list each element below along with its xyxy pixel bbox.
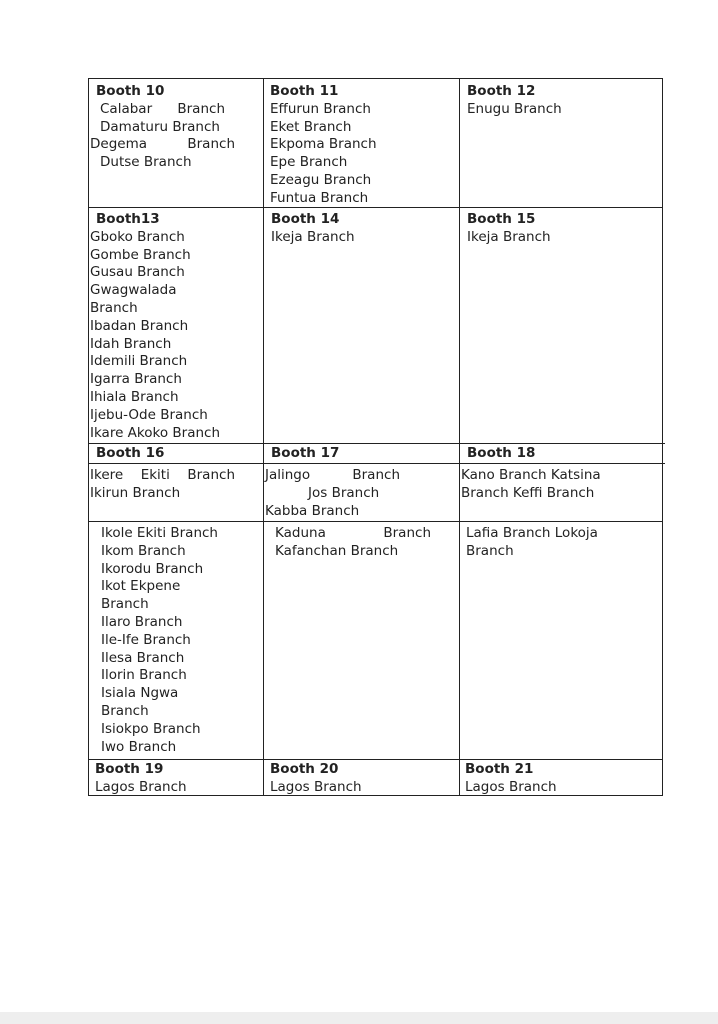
branch: Branch [187,136,235,153]
booth-18-cell [461,467,601,503]
branch: Branch [352,467,400,483]
branch: Lafia Branch Lokoja [466,525,598,541]
booth-title: Booth13 [96,211,160,227]
branch: Gwagwalada [90,282,177,299]
booth-19-cell [95,761,187,797]
branch: Lagos Branch [95,778,187,795]
table-border [88,78,663,79]
branch: Ile-Ife Branch [101,631,191,648]
branch: Effurun Branch [270,100,371,117]
branch: Ilaro Branch [101,613,183,630]
branch: Ekiti [140,467,170,483]
booth-15-cell [467,211,551,247]
booth-12-cell [467,83,562,119]
booth-11-cell [270,83,377,208]
branch: Funtua Branch [270,189,369,206]
branch: Ekpoma Branch [270,136,377,153]
branch: Igarra Branch [90,371,182,388]
branch: Branch [187,467,235,483]
table-border [662,78,663,795]
branch: Ikeja Branch [467,228,551,245]
bottom-page-edge [0,1012,718,1024]
branch: Branch Keffi Branch [461,484,595,501]
table-border [263,78,264,795]
booth-10-cell [90,83,236,172]
branch: Eket Branch [270,118,352,135]
branch: Ikorodu Branch [101,560,204,577]
branch: Jalingo [265,467,311,483]
branch: Branch [466,542,514,559]
booth-title: Booth 18 [467,445,536,461]
booth-title: Booth 20 [270,761,339,777]
branch: Kaduna [275,525,326,541]
branch: Epe Branch [270,154,348,171]
branch: Ezeagu Branch [270,171,372,188]
branch: Isiokpo Branch [101,720,201,737]
branch: Ilesa Branch [101,649,185,666]
booth-14-cell [271,211,355,247]
branch: Iwo Branch [101,738,177,755]
branch: Branch [101,596,149,613]
booth-16-cell [90,467,235,503]
booth-title: Booth 21 [465,761,534,777]
branch: Ibadan Branch [90,317,189,334]
table-border [88,463,665,464]
branch: Ikeja Branch [271,228,355,245]
booth-16-cell-continued [101,525,218,756]
branch: Dutse Branch [100,154,192,171]
branch: Lagos Branch [465,778,557,795]
branch: Ilorin Branch [101,667,187,684]
branch: Branch [90,299,138,316]
branch: Gombe Branch [90,246,191,263]
booth-21-cell [465,761,557,797]
booth-20-cell [270,761,362,797]
booth-title: Booth 14 [271,211,340,227]
booth-17-cell [265,467,400,520]
branch: Enugu Branch [467,100,562,117]
branch: Damaturu Branch [100,118,220,135]
branch: Ikot Ekpene [101,578,181,595]
branch: Calabar [100,100,153,117]
booth-title: Booth 19 [95,761,164,777]
table-border [88,443,665,444]
branch: Degema [90,136,147,153]
branch: Ikom Branch [101,542,186,559]
booth-title: Booth 17 [271,445,340,461]
branch: Idemili Branch [90,353,188,370]
booth-17-cell-continued [275,525,431,561]
branch: Kano Branch Katsina [461,467,601,483]
booth-title: Booth 12 [467,83,536,99]
branch: Idah Branch [90,335,172,352]
branch: Ikirun Branch [90,484,181,501]
booth-title: Booth 15 [467,211,536,227]
branch: Branch [101,702,149,719]
branch: Ihiala Branch [90,388,179,405]
branch: Branch [177,100,225,117]
branch: Kafanchan Branch [275,542,399,559]
branch: Lagos Branch [270,778,362,795]
table-border [88,78,89,795]
branch: Kabba Branch [265,502,360,519]
table-border [88,759,663,760]
booth-title: Booth 16 [96,445,165,461]
branch: Isiala Ngwa [101,685,179,702]
branch: Ijebu-Ode Branch [90,406,208,423]
branch: Ikole Ekiti Branch [101,525,218,541]
branch: Gusau Branch [90,264,185,281]
branch: Jos Branch [308,484,380,501]
table-border [88,521,663,522]
booth-title: Booth 11 [270,83,339,99]
branch: Gboko Branch [90,228,185,245]
branch: Branch [383,525,431,541]
branch: Ikere [90,467,124,483]
booth-13-cell [90,211,220,442]
booth-title: Booth 10 [96,83,165,99]
booth-18-cell-continued [466,525,598,561]
branch: Ikare Akoko Branch [90,424,221,441]
table-border [459,78,460,795]
